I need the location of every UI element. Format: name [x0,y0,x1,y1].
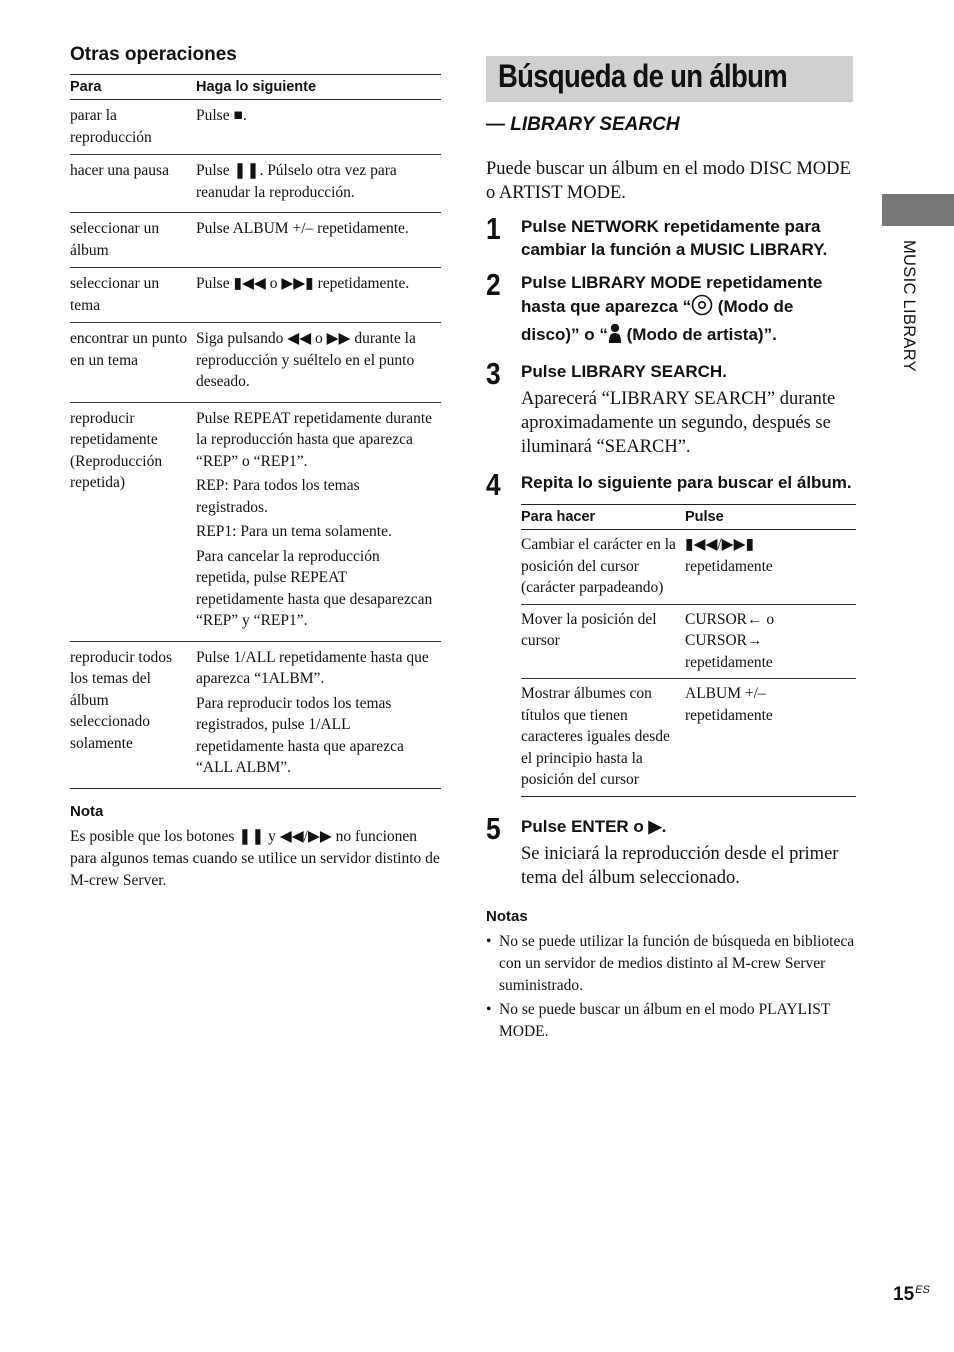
table-row [521,530,856,605]
ops-cell-text: Pulse ALBUM +/– repetidamente. [196,220,409,237]
section-heading-otras-operaciones: Otras operaciones [70,44,237,65]
step-body: Aparecerá “LIBRARY SEARCH” durante aproximadamente un segundo, después se iluminará “SEARCH”. [521,389,836,457]
table-row [70,641,441,788]
table-row [70,323,441,403]
ops-cell-text: Pulse ■. [196,107,247,124]
side-tab-marker [882,194,954,226]
nota-text: Es posible que los botones ❚❚ y ◀◀/▶▶ no funcionen para algunos temas cuando se utilice un servidor distinto de M-crew Server. [70,827,440,889]
notas-list [486,931,856,1043]
search-cell-line: repetidamente [685,557,773,575]
step-5 [486,810,856,890]
page-number [893,1284,930,1306]
intro-text: Puede buscar un álbum en el modo DISC MODE o ARTIST MODE. [486,159,851,203]
search-cell-line: CURSOR← o [685,610,775,628]
list-item: • No se puede utilizar la función de búsqueda en biblioteca con un servidor de medios distinto al M-crew Server suministrado. [486,931,856,997]
ops-header-accion: Haga lo siguiente [196,75,441,100]
search-cell-line: ALBUM +/– [685,685,766,702]
ops-cell-para: seleccionar un álbum [70,213,196,268]
step-heading-part: (Modo de disco)” o “ [521,297,794,344]
ops-cell-para: hacer una pausa [70,155,196,213]
ops-cell-para: encontrar un punto en un tema [70,323,196,403]
ops-header-para: Para [70,75,196,100]
page-subtitle: — LIBRARY SEARCH [486,114,680,135]
table-row [70,213,441,268]
search-header-hacer: Para hacer [521,505,685,530]
step-heading: Pulse NETWORK repetidamente para cambiar la función a MUSIC LIBRARY. [521,217,828,259]
ops-cell-text: Siga pulsando ◀◀ o ▶▶ durante la reproducción y suéltelo en el punto deseado. [196,330,416,390]
ops-cell-text: Para cancelar la reproducción repetida, pulse REPEAT repetidamente hasta que desaparezcan “REP” y “REP1”. [196,547,433,629]
step-number: 5 [486,810,501,846]
step-heading: Repita lo siguiente para buscar el álbum. [521,473,852,492]
search-cell-line: repetidamente [685,653,773,671]
step-1 [486,211,856,261]
ops-cell-accion [196,100,441,155]
ops-cell-accion [196,213,441,268]
ops-cell-para: reproducir todos los temas del álbum seleccionado solamente [70,641,196,788]
step-2 [486,267,856,350]
ops-cell-text: REP1: Para un tema solamente. [196,523,392,540]
ops-cell-para: seleccionar un tema [70,268,196,323]
artist-icon [608,322,622,350]
search-cell-hacer: Cambiar el carácter en la posición del cursor (carácter parpadeando) [521,536,676,596]
step-number: 4 [486,467,501,502]
ops-cell-text: Pulse REPEAT repetidamente durante la reproducción hasta que aparezca “REP” o “REP1”. [196,409,433,470]
search-cell-pulse [685,604,856,679]
search-cell-pulse [685,530,856,605]
search-cell-line: ▮◀◀/▶▶▮ [685,536,755,553]
step-heading-part: Pulse LIBRARY MODE repetidamente hasta que aparezca “ [521,273,823,316]
step-4 [486,467,856,797]
side-section-label-text: MUSIC LIBRARY [900,240,918,372]
search-cell-line: CURSOR→ [685,632,763,649]
notas-heading: Notas [486,907,528,925]
side-section-label [894,240,918,410]
page-number-suffix: ES [915,1284,930,1296]
table-row [70,100,441,155]
ops-cell-accion [196,641,441,788]
ops-cell-para: parar la reproducción [70,107,152,146]
step-heading: Pulse LIBRARY SEARCH. [521,362,727,381]
ops-cell-para: reproducir repetidamente (Reproducción repetida) [70,402,196,641]
disc-icon [691,294,713,322]
step-body: Se iniciará la reproducción desde el primer tema del álbum seleccionado. [521,843,839,888]
table-row [70,268,441,323]
ops-cell-accion [196,402,441,641]
right-column [486,56,856,1045]
ops-cell-text: Pulse 1/ALL repetidamente hasta que aparezca “1ALBM”. [196,648,429,687]
table-row [521,679,856,797]
title-banner [486,56,853,102]
search-cell-hacer: Mostrar álbumes con títulos que tienen caracteres iguales desde el principio hasta la posición del cursor [521,679,685,797]
step-3 [486,356,856,459]
ops-cell-text: Pulse ▮◀◀ o ▶▶▮ repetidamente. [196,275,410,292]
step-heading: Pulse ENTER o ▶. [521,816,667,836]
ops-cell-text: Para reproducir todos los temas registrados, pulse 1/ALL repetidamente hasta que aparezca “ALL ALBM”. [196,694,404,776]
ops-cell-text: Pulse ❚❚. Púlselo otra vez para reanudar la reproducción. [196,162,397,201]
ops-cell-accion [196,323,441,403]
table-row [70,155,441,213]
ops-cell-text: REP: Para todos los temas registrados. [196,477,360,516]
step-heading-part: (Modo de artista)”. [621,325,777,344]
search-header-pulse: Pulse [685,505,856,530]
operations-table [70,74,441,789]
page-title: Búsqueda de un álbum [498,58,788,94]
step-number: 2 [486,267,501,302]
left-column [70,44,441,892]
nota-heading: Nota [70,802,104,820]
step-heading [521,271,856,350]
step-number: 1 [486,211,501,246]
search-cell-pulse [685,679,856,797]
search-cell-line: repetidamente [685,706,773,724]
table-row [521,604,856,679]
table-row [70,402,441,641]
ops-cell-accion [196,155,441,213]
step-number: 3 [486,356,501,391]
search-cell-hacer: Mover la posición del cursor [521,604,685,679]
list-item: • No se puede buscar un álbum en el modo PLAYLIST MODE. [486,999,856,1043]
search-table [521,504,856,797]
page-number-value: 15 [893,1284,915,1305]
ops-cell-accion [196,268,441,323]
